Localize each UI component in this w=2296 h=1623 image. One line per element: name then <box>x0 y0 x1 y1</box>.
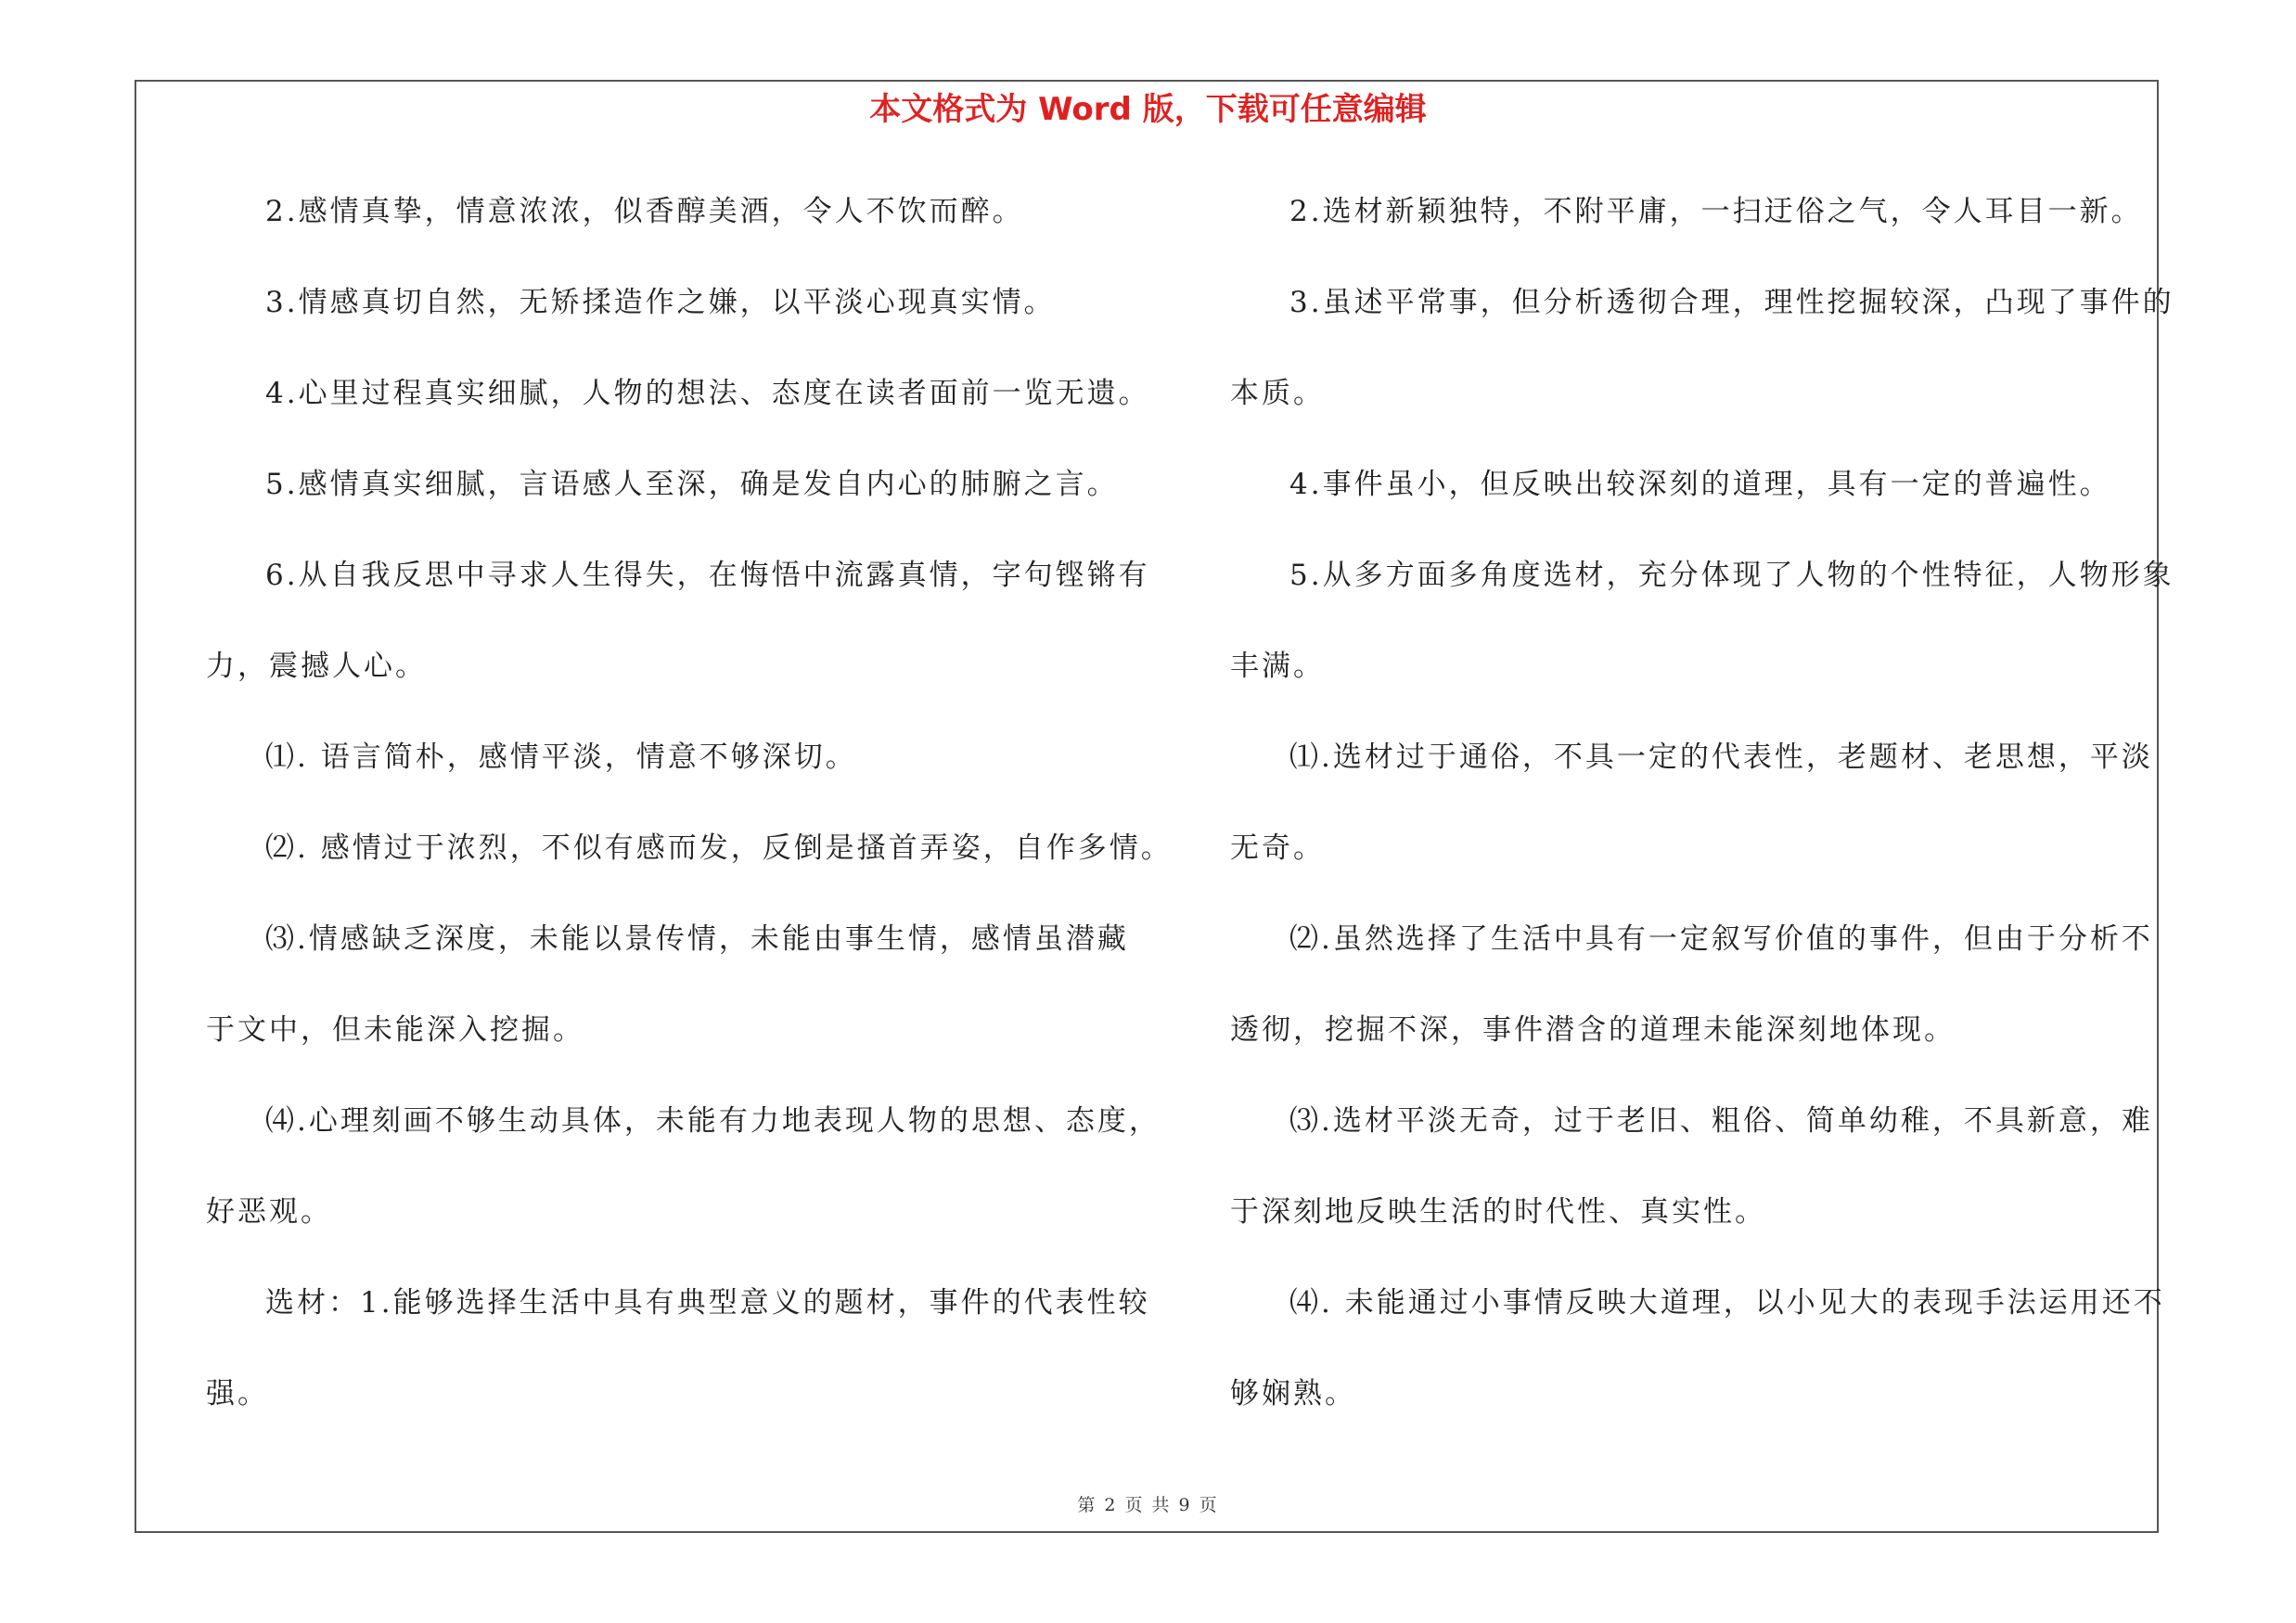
text-line: 2.感情真挚，情意浓浓，似香醇美酒，令人不饮而醉。 <box>265 195 1024 228</box>
text-line: ⑶.情感缺乏深度，未能以景传情，未能由事生情，感情虽潜藏 <box>265 922 1129 956</box>
document-header-title: 本文格式为 Word 版，下载可任意编辑 <box>869 91 1427 128</box>
text-line: 本质。 <box>1230 377 1325 410</box>
text-line: 6.从自我反思中寻求人生得失，在悔悟中流露真情，字句铿锵有 <box>265 559 1150 592</box>
text-line: 好恶观。 <box>206 1195 332 1229</box>
text-line: 够娴熟。 <box>1230 1377 1356 1410</box>
text-line: 4.心里过程真实细腻，人物的想法、态度在读者面前一览无遗。 <box>265 377 1150 410</box>
text-line: 丰满。 <box>1230 650 1325 683</box>
text-line: ⑶.选材平淡无奇，过于老旧、粗俗、简单幼稚，不具新意，难 <box>1289 1104 2153 1138</box>
text-line: 2.选材新颖独特，不附平庸，一扫迂俗之气，令人耳目一新。 <box>1289 195 2143 228</box>
page-number-footer: 第 2 页 共 9 页 <box>1077 1495 1219 1515</box>
text-line: 3.虽述平常事，但分析透彻合理，理性挖掘较深，凸现了事件的 <box>1289 286 2174 319</box>
text-line: ⑵. 感情过于浓烈，不似有感而发，反倒是搔首弄姿，自作多情。 <box>265 831 1173 865</box>
text-line: 5.从多方面多角度选材，充分体现了人物的个性特征，人物形象 <box>1289 559 2174 592</box>
text-line: 力，震撼人心。 <box>206 650 427 683</box>
text-line: 于深刻地反映生活的时代性、真实性。 <box>1230 1195 1766 1229</box>
text-line: ⑵.虽然选择了生活中具有一定叙写价值的事件，但由于分析不 <box>1289 922 2153 956</box>
text-line: 强。 <box>206 1377 269 1410</box>
left-text-column <box>206 184 1173 1457</box>
text-line: ⑴. 语言简朴，感情平淡，情意不够深切。 <box>265 741 857 774</box>
text-line: 选材：1.能够选择生活中具有典型意义的题材，事件的代表性较 <box>265 1286 1150 1320</box>
text-line: 无奇。 <box>1230 831 1325 865</box>
text-line: 4.事件虽小，但反映出较深刻的道理，具有一定的普遍性。 <box>1289 468 2111 501</box>
text-line: ⑴.选材过于通俗，不具一定的代表性，老题材、老思想，平淡 <box>1289 741 2153 774</box>
text-line: ⑷. 未能通过小事情反映大道理，以小见大的表现手法运用还不 <box>1289 1286 2165 1320</box>
text-line: 透彻，挖掘不深，事件潜含的道理未能深刻地体现。 <box>1230 1013 1956 1047</box>
right-text-column <box>1230 184 2174 1457</box>
text-line: 3.情感真切自然，无矫揉造作之嫌，以平淡心现真实情。 <box>265 286 1056 319</box>
text-line: ⑷.心理刻画不够生动具体，未能有力地表现人物的思想、态度， <box>265 1104 1161 1138</box>
text-line: 5.感情真实细腻，言语感人至深，确是发自内心的肺腑之言。 <box>265 468 1119 501</box>
text-line: 于文中，但未能深入挖掘。 <box>206 1013 584 1047</box>
